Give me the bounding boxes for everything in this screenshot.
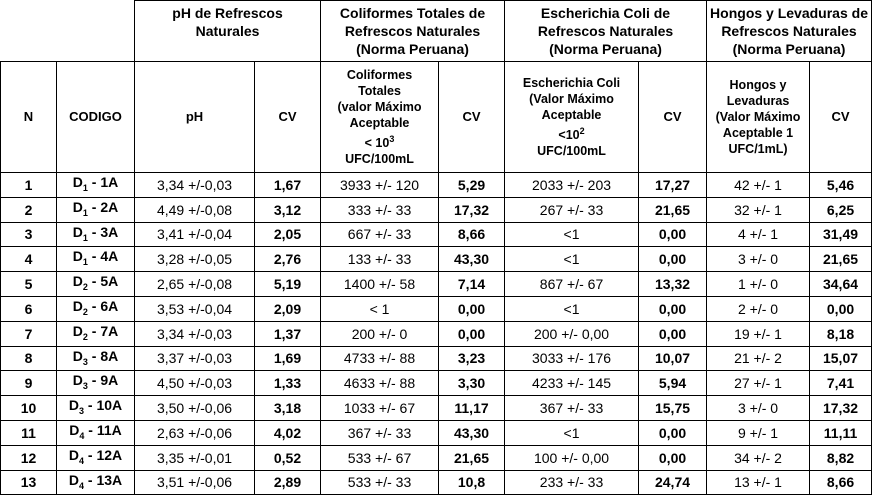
col-eco-l4: <10 <box>558 128 580 143</box>
row-coliformes: 133 +/- 33 <box>321 247 439 272</box>
row-cv-hongos: 5,46 <box>810 173 872 198</box>
row-ecoli: 867 +/- 67 <box>505 272 639 297</box>
row-cv-ph: 2,76 <box>255 247 321 272</box>
code-subscript: 2 <box>82 331 88 342</box>
table-row <box>1 445 872 470</box>
row-ecoli: <1 <box>505 222 639 247</box>
col-hon-l2: Levaduras <box>726 94 790 108</box>
code-suffix: - 4A <box>87 248 119 265</box>
row-cv-hongos: 17,32 <box>810 396 872 421</box>
row-cv-ph: 1,37 <box>255 321 321 346</box>
code-suffix: - 11A <box>84 421 122 438</box>
row-cv-ph: 2,09 <box>255 296 321 321</box>
row-cv-ecoli: 0,00 <box>639 247 707 272</box>
table-row <box>1 296 872 321</box>
col-header-n: N <box>1 62 57 173</box>
row-number: 7 <box>1 321 57 346</box>
table-row <box>1 247 872 272</box>
row-hongos: 32 +/- 1 <box>707 197 810 222</box>
code-subscript: 2 <box>82 281 88 292</box>
row-coliformes: 533 +/- 33 <box>321 470 439 495</box>
row-ph: 2,63 +/-0,06 <box>135 420 255 445</box>
row-number: 10 <box>1 396 57 421</box>
row-cv-coliformes: 11,17 <box>439 396 505 421</box>
row-cv-ecoli: 17,27 <box>639 173 707 198</box>
row-cv-ph: 3,18 <box>255 396 321 421</box>
row-number: 5 <box>1 272 57 297</box>
row-code <box>57 420 135 445</box>
row-code <box>57 247 135 272</box>
code-prefix: D <box>68 471 79 488</box>
row-hongos: 4 +/- 1 <box>707 222 810 247</box>
group-hon-line1: Hongos y Levaduras de <box>710 5 868 21</box>
row-cv-hongos: 0,00 <box>810 296 872 321</box>
row-coliformes: 3933 +/- 120 <box>321 173 439 198</box>
row-coliformes: 1400 +/- 58 <box>321 272 439 297</box>
col-hon-l3: (Valor Máximo <box>715 110 801 124</box>
row-cv-ecoli: 21,65 <box>639 197 707 222</box>
row-ph: 3,28 +/-0,05 <box>135 247 255 272</box>
code-subscript: 4 <box>78 455 84 466</box>
code-prefix: D <box>69 421 80 438</box>
code-subscript: 3 <box>82 381 88 392</box>
row-cv-ph: 4,02 <box>255 420 321 445</box>
code-suffix: - 1A <box>87 174 119 190</box>
row-ph: 4,49 +/-0,08 <box>135 197 255 222</box>
row-ph: 3,34 +/-0,03 <box>135 321 255 346</box>
col-eco-l5: UFC/100mL <box>537 144 606 159</box>
table-row <box>1 272 872 297</box>
row-cv-coliformes: 21,65 <box>439 445 505 470</box>
row-code <box>57 197 135 222</box>
row-code <box>57 371 135 396</box>
row-number: 2 <box>1 197 57 222</box>
code-subscript: 1 <box>82 207 88 218</box>
row-cv-ecoli: 24,74 <box>639 470 707 495</box>
row-number: 13 <box>1 470 57 495</box>
code-suffix: - 10A <box>84 397 123 414</box>
group-ph-line2: Naturales <box>195 23 260 39</box>
row-code <box>57 296 135 321</box>
code-suffix: - 7A <box>87 322 119 339</box>
col-header-ph: pH <box>135 62 255 173</box>
code-subscript: 1 <box>82 257 88 268</box>
code-suffix: - 9A <box>87 372 119 389</box>
code-subscript: 1 <box>82 232 88 243</box>
code-subscript: 3 <box>82 356 88 367</box>
row-number: 9 <box>1 371 57 396</box>
row-ecoli: 2033 +/- 203 <box>505 173 639 198</box>
row-hongos: 9 +/- 1 <box>707 420 810 445</box>
row-cv-coliformes: 0,00 <box>439 321 505 346</box>
row-coliformes: 1033 +/- 67 <box>321 396 439 421</box>
row-code <box>57 321 135 346</box>
col-eco-l3: Aceptable <box>541 107 602 122</box>
col-header-cv1: CV <box>255 62 321 173</box>
row-cv-coliformes: 0,00 <box>439 296 505 321</box>
col-col-l5: < 10 <box>364 136 390 151</box>
col-hon-l5: UFC/1mL) <box>728 142 788 156</box>
code-prefix: D <box>72 223 83 240</box>
row-cv-ecoli: 5,94 <box>639 371 707 396</box>
row-cv-ecoli: 0,00 <box>639 445 707 470</box>
row-cv-coliformes: 3,23 <box>439 346 505 371</box>
group-hon-line2: Refrescos Naturales <box>721 23 857 39</box>
row-code <box>57 470 135 495</box>
row-cv-hongos: 8,66 <box>810 470 872 495</box>
row-hongos: 34 +/- 2 <box>707 445 810 470</box>
code-prefix: D <box>72 174 83 190</box>
table-row <box>1 420 872 445</box>
row-cv-ph: 2,05 <box>255 222 321 247</box>
code-prefix: D <box>72 372 83 389</box>
row-cv-coliformes: 7,14 <box>439 272 505 297</box>
row-hongos: 3 +/- 0 <box>707 247 810 272</box>
code-prefix: D <box>72 198 83 215</box>
row-ph: 3,37 +/-0,03 <box>135 346 255 371</box>
code-suffix: - 13A <box>84 471 123 488</box>
group-header-coliformes <box>321 1 505 62</box>
code-subscript: 1 <box>82 182 88 193</box>
code-subscript: 3 <box>78 405 84 416</box>
row-cv-ph: 1,33 <box>255 371 321 396</box>
row-cv-ph: 1,67 <box>255 173 321 198</box>
table-row <box>1 371 872 396</box>
code-prefix: D <box>68 446 79 463</box>
row-ecoli: 367 +/- 33 <box>505 396 639 421</box>
group-eco-line2: Refrescos Naturales <box>537 23 674 39</box>
group-header-hongos <box>707 1 872 62</box>
row-cv-ecoli: 0,00 <box>639 296 707 321</box>
code-prefix: D <box>68 397 79 414</box>
col-header-coliformes <box>321 62 439 173</box>
row-cv-hongos: 15,07 <box>810 346 872 371</box>
row-cv-ph: 0,52 <box>255 445 321 470</box>
code-suffix: - 6A <box>87 297 119 314</box>
row-ph: 3,41 +/-0,04 <box>135 222 255 247</box>
row-coliformes: 367 +/- 33 <box>321 420 439 445</box>
row-ecoli: <1 <box>505 420 639 445</box>
code-prefix: D <box>72 248 83 265</box>
row-ecoli: 200 +/- 0,00 <box>505 321 639 346</box>
col-col-l4: Aceptable <box>349 115 410 130</box>
row-cv-coliformes: 5,29 <box>439 173 505 198</box>
row-coliformes: 4633 +/- 88 <box>321 371 439 396</box>
col-col-l1: Coliformes <box>346 67 413 82</box>
row-hongos: 13 +/- 1 <box>707 470 810 495</box>
row-cv-ecoli: 0,00 <box>639 321 707 346</box>
row-ph: 3,53 +/-0,04 <box>135 296 255 321</box>
code-prefix: D <box>72 297 83 314</box>
row-coliformes: 333 +/- 33 <box>321 197 439 222</box>
row-cv-coliformes: 43,30 <box>439 420 505 445</box>
group-header-ecoli <box>505 1 707 62</box>
row-code <box>57 445 135 470</box>
col-header-cv2: CV <box>439 62 505 173</box>
code-subscript: 4 <box>78 480 84 491</box>
row-number: 4 <box>1 247 57 272</box>
row-number: 12 <box>1 445 57 470</box>
code-subscript: 4 <box>79 430 85 441</box>
code-suffix: - 2A <box>87 198 119 215</box>
row-coliformes: 667 +/- 33 <box>321 222 439 247</box>
group-col-line3: (Norma Peruana) <box>356 41 469 57</box>
row-cv-ecoli: 13,32 <box>639 272 707 297</box>
row-code <box>57 222 135 247</box>
group-col-line1: Coliformes Totales de <box>339 5 486 21</box>
row-hongos: 21 +/- 2 <box>707 346 810 371</box>
col-header-hongos <box>707 62 810 173</box>
code-suffix: - 8A <box>87 347 119 364</box>
row-cv-hongos: 34,64 <box>810 272 872 297</box>
row-ph: 3,50 +/-0,06 <box>135 396 255 421</box>
row-cv-hongos: 6,25 <box>810 197 872 222</box>
row-ecoli: <1 <box>505 296 639 321</box>
row-coliformes: < 1 <box>321 296 439 321</box>
row-ecoli: 100 +/- 0,00 <box>505 445 639 470</box>
code-prefix: D <box>72 347 83 364</box>
row-hongos: 27 +/- 1 <box>707 371 810 396</box>
row-hongos: 42 +/- 1 <box>707 173 810 198</box>
table-row <box>1 470 872 495</box>
row-cv-hongos: 21,65 <box>810 247 872 272</box>
row-cv-hongos: 7,41 <box>810 371 872 396</box>
code-suffix: - 5A <box>87 273 119 290</box>
row-number: 11 <box>1 420 57 445</box>
table-row <box>1 346 872 371</box>
row-ecoli: 4233 +/- 145 <box>505 371 639 396</box>
row-hongos: 19 +/- 1 <box>707 321 810 346</box>
row-ph: 2,65 +/-0,08 <box>135 272 255 297</box>
col-hon-l1: Hongos y <box>729 78 787 92</box>
code-prefix: D <box>72 273 83 290</box>
col-hon-l4: Aceptable 1 <box>722 126 794 140</box>
col-header-ecoli <box>505 62 639 173</box>
col-eco-l1: Escherichia Coli <box>522 75 621 90</box>
table-row <box>1 197 872 222</box>
row-number: 6 <box>1 296 57 321</box>
col-eco-l2: (Valor Máximo <box>529 91 614 106</box>
code-suffix: - 3A <box>87 223 119 240</box>
row-hongos: 2 +/- 0 <box>707 296 810 321</box>
row-ecoli: 3033 +/- 176 <box>505 346 639 371</box>
row-cv-hongos: 31,49 <box>810 222 872 247</box>
col-col-l3: (valor Máximo <box>337 99 422 114</box>
row-hongos: 1 +/- 0 <box>707 272 810 297</box>
row-number: 1 <box>1 173 57 198</box>
col-col-l6: UFC/100mL <box>345 152 414 167</box>
group-header-ph <box>135 1 321 62</box>
row-cv-ph: 5,19 <box>255 272 321 297</box>
row-cv-ecoli: 15,75 <box>639 396 707 421</box>
group-col-line2: Refrescos Naturales <box>344 23 481 39</box>
row-number: 3 <box>1 222 57 247</box>
row-cv-hongos: 8,18 <box>810 321 872 346</box>
row-cv-coliformes: 10,8 <box>439 470 505 495</box>
col-header-cv3: CV <box>639 62 707 173</box>
row-cv-coliformes: 17,32 <box>439 197 505 222</box>
row-cv-ecoli: 0,00 <box>639 222 707 247</box>
code-prefix: D <box>72 322 83 339</box>
group-ph-line1: pH de Refrescos <box>172 5 283 21</box>
table-row <box>1 396 872 421</box>
row-code <box>57 346 135 371</box>
col-header-codigo: CODIGO <box>57 62 135 173</box>
blank-corner <box>1 1 135 62</box>
row-ecoli: <1 <box>505 247 639 272</box>
col-col-l2: Totales <box>358 83 401 98</box>
col-eco-exp: 2 <box>579 125 585 136</box>
row-ph: 4,50 +/-0,03 <box>135 371 255 396</box>
row-code <box>57 396 135 421</box>
row-cv-coliformes: 43,30 <box>439 247 505 272</box>
table-row <box>1 173 872 198</box>
row-cv-hongos: 11,11 <box>810 420 872 445</box>
group-eco-line3: (Norma Peruana) <box>549 41 662 57</box>
group-hon-line3: (Norma Peruana) <box>732 41 846 57</box>
code-suffix: - 12A <box>84 446 123 463</box>
row-cv-ph: 1,69 <box>255 346 321 371</box>
row-coliformes: 200 +/- 0 <box>321 321 439 346</box>
row-coliformes: 4733 +/- 88 <box>321 346 439 371</box>
row-ph: 3,34 +/-0,03 <box>135 173 255 198</box>
table-row <box>1 321 872 346</box>
row-coliformes: 533 +/- 67 <box>321 445 439 470</box>
table-body <box>1 173 872 495</box>
row-cv-ph: 2,89 <box>255 470 321 495</box>
table-row <box>1 222 872 247</box>
row-cv-ph: 3,12 <box>255 197 321 222</box>
column-header-row <box>1 62 872 173</box>
row-number: 8 <box>1 346 57 371</box>
row-cv-coliformes: 3,30 <box>439 371 505 396</box>
row-ecoli: 267 +/- 33 <box>505 197 639 222</box>
row-cv-ecoli: 10,07 <box>639 346 707 371</box>
row-hongos: 3 +/- 0 <box>707 396 810 421</box>
group-eco-line1: Escherichia Coli de <box>540 5 671 21</box>
row-ph: 3,35 +/-0,01 <box>135 445 255 470</box>
code-subscript: 2 <box>82 306 88 317</box>
row-ecoli: 233 +/- 33 <box>505 470 639 495</box>
row-code <box>57 173 135 198</box>
row-code <box>57 272 135 297</box>
group-header-row <box>1 1 872 62</box>
row-cv-hongos: 8,82 <box>810 445 872 470</box>
row-ph: 3,51 +/-0,06 <box>135 470 255 495</box>
row-cv-coliformes: 8,66 <box>439 222 505 247</box>
row-cv-ecoli: 0,00 <box>639 420 707 445</box>
col-col-exp: 3 <box>389 133 395 144</box>
col-header-cv4: CV <box>810 62 872 173</box>
